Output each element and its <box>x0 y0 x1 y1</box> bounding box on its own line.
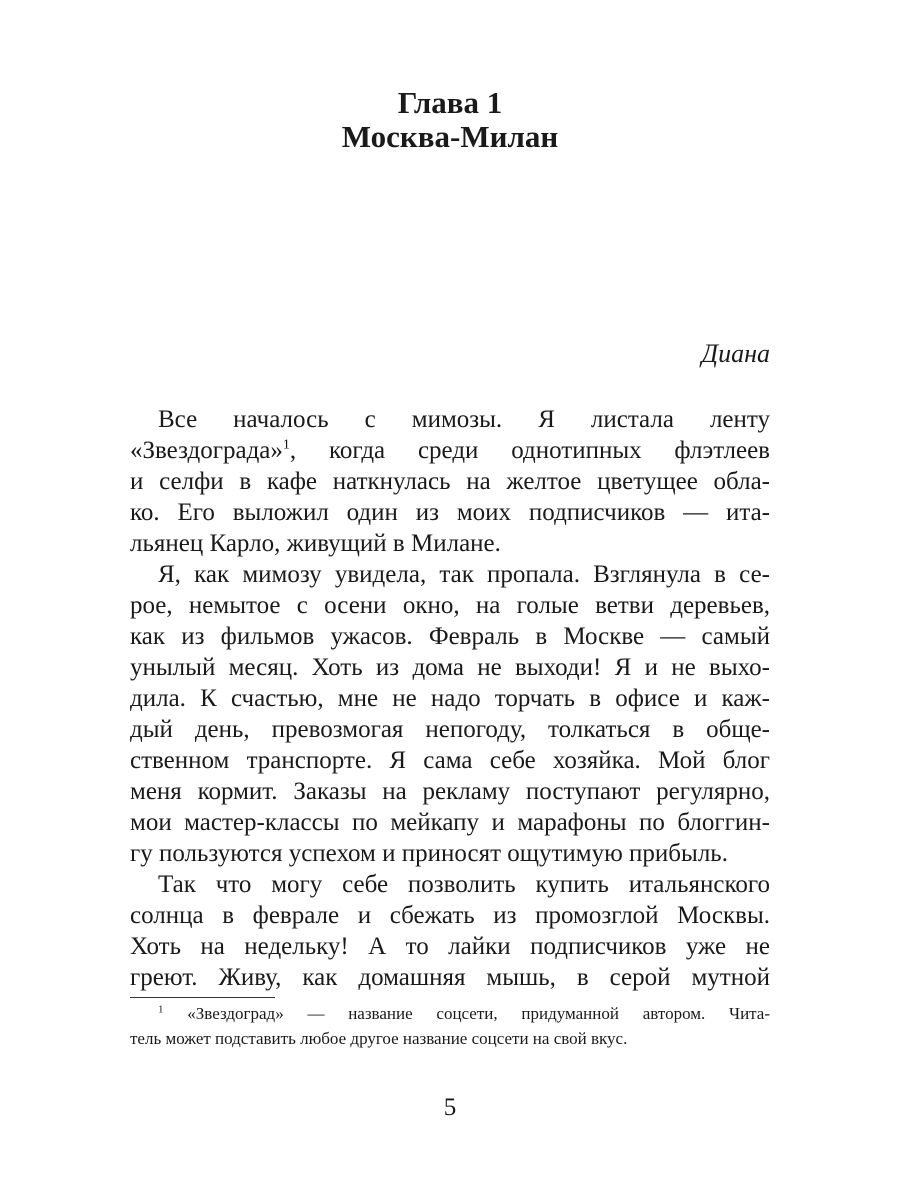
line-text: Хоть на недельку! А то лайки подписчиков уже не <box>130 933 770 960</box>
line-text: дила. К счастью, мне не надо торчать в офисе и каж- <box>130 685 770 712</box>
text-line <box>130 404 770 435</box>
footnote-line <box>130 1001 770 1026</box>
line-text: гу пользуются успехом и приносят ощутимую прибыль. <box>130 840 728 867</box>
line-text: ко. Его выложил один из моих подписчиков — ита- <box>130 499 770 526</box>
text-line <box>130 652 770 683</box>
text-line <box>130 590 770 621</box>
page-number: 5 <box>443 1094 457 1121</box>
text-line <box>130 869 770 900</box>
text-line <box>130 776 770 807</box>
chapter-title: Москва-Милан <box>341 119 559 154</box>
text-line <box>130 466 770 497</box>
line-text: греют. Живу, как домашняя мышь, в серой мутной <box>130 964 770 991</box>
line-text: рое, немытое с осени окно, на голые ветви деревьев, <box>130 592 770 619</box>
footnote-line: тель может подставить любое другое название соцсети на свой вкус. <box>130 1029 628 1048</box>
text-line <box>130 621 770 652</box>
line-text: и селфи в кафе наткнулась на желтое цветущее обла- <box>130 468 770 495</box>
text-line <box>130 559 770 590</box>
footnote-divider <box>130 997 275 998</box>
line-text: мои мастер-классы по мейкапу и марафоны по блоггин- <box>130 809 770 836</box>
footnote-ref: 1 <box>282 437 290 453</box>
line-text: льянец Карло, живущий в Милане. <box>130 530 501 557</box>
text-line <box>130 683 770 714</box>
text-line <box>130 931 770 962</box>
line-text: , когда среди однотипных флэтлеев <box>289 437 770 464</box>
text-line <box>130 745 770 776</box>
line-text: унылый месяц. Хоть из дома не выходи! Я и не выхо- <box>130 654 770 681</box>
chapter-number: Глава 1 <box>397 85 503 120</box>
text-line <box>130 528 770 559</box>
line-text: дый день, превозмогая непогоду, толкаться в обще- <box>130 716 770 743</box>
line-text: Все началось с мимозы. Я листала ленту <box>158 406 770 433</box>
footnote-mark: 1 <box>158 1003 164 1016</box>
narrator-name: Диана <box>701 339 770 368</box>
line-text: ственном транспорте. Я сама себе хозяйка. Мой блог <box>130 747 770 774</box>
line-text: «Звездограда» <box>130 437 283 464</box>
line-text: меня кормит. Заказы на рекламу поступают регулярно, <box>130 778 770 805</box>
text-line <box>130 807 770 838</box>
footnote <box>130 1001 770 1051</box>
line-text: Я, как мимозу увидела, так пропала. Взглянула в се- <box>158 561 770 588</box>
body-text <box>130 404 770 993</box>
footnote-text: «Звездоград» — название соцсети, придуманной автором. Чита- <box>187 1004 771 1023</box>
line-text: Так что могу себе позволить купить итальянского <box>158 871 770 898</box>
text-line <box>130 962 770 993</box>
text-line <box>130 497 770 528</box>
text-line <box>130 900 770 931</box>
text-line <box>130 838 770 869</box>
line-text: как из фильмов ужасов. Февраль в Москве — самый <box>130 623 770 650</box>
line-text: солнца в феврале и сбежать из промозглой Москвы. <box>130 902 770 929</box>
text-line <box>130 435 770 466</box>
text-line <box>130 714 770 745</box>
